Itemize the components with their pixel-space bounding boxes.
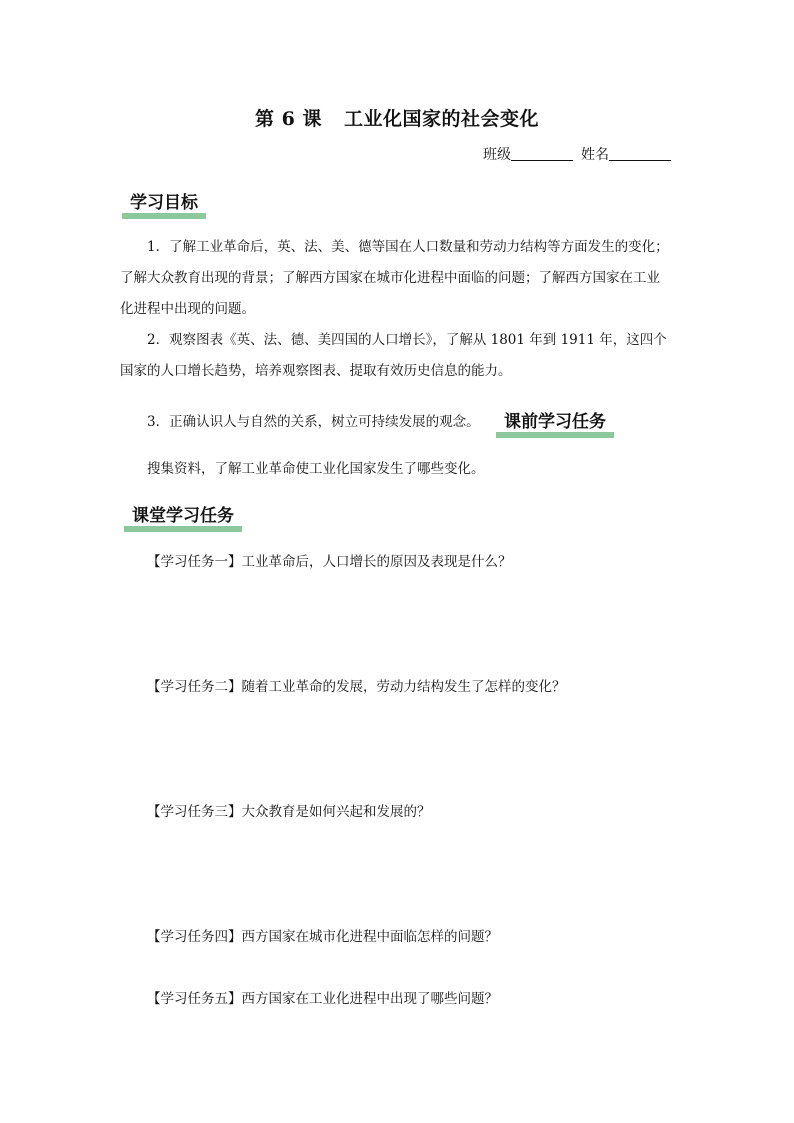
lesson-number: 第 6 课 [255,108,322,130]
task-5: 【学习任务五】西方国家在工业化进程中出现了哪些问题？ [147,991,498,1007]
objective-2-line-2: 国家的人口增长趋势，培养观察图表、提取有效历史信息的能力。 [120,363,512,379]
objectives-heading-text: 学习目标 [130,193,198,213]
class-blank[interactable] [511,146,573,161]
page-title [0,104,794,131]
task-1: 【学习任务一】工业革命后，人口增长的原因及表现是什么？ [147,554,512,570]
pre-class-heading-text: 课前学习任务 [504,412,606,432]
in-class-heading [124,505,242,529]
task-4: 【学习任务四】西方国家在城市化进程中面临怎样的问题？ [147,929,498,945]
class-label: 班级 [483,147,511,163]
task-3: 【学习任务三】大众教育是如何兴起和发展的？ [147,804,431,820]
objectives-list [120,232,680,387]
name-label: 姓名 [581,147,609,163]
name-blank[interactable] [609,146,671,161]
in-class-heading-text: 课堂学习任务 [132,506,234,526]
objectives-heading [122,192,206,216]
objective-3: 3．正确认识人与自然的关系，树立可持续发展的观念。 [147,414,480,430]
objective-1-line-3: 化进程中出现的问题。 [120,301,255,317]
objective-1-line-2: 了解大众教育出现的背景；了解西方国家在城市化进程中面临的问题；了解西方国家在工业 [120,270,660,286]
pre-class-heading [496,411,614,435]
task-2: 【学习任务二】随着工业革命的发展，劳动力结构发生了怎样的变化？ [147,679,566,695]
objective-2-line-1: 2．观察图表《英、法、德、美四国的人口增长》，了解从 1801 年到 1911 年，这四个 [147,332,667,348]
lesson-name: 工业化国家的社会变化 [343,108,539,130]
student-info [483,144,671,164]
pre-class-task: 搜集资料，了解工业革命使工业化国家发生了哪些变化。 [147,461,485,477]
objective-1-line-1: 1．了解工业革命后，英、法、美、德等国在人口数量和劳动力结构等方面发生的变化； [147,239,669,255]
